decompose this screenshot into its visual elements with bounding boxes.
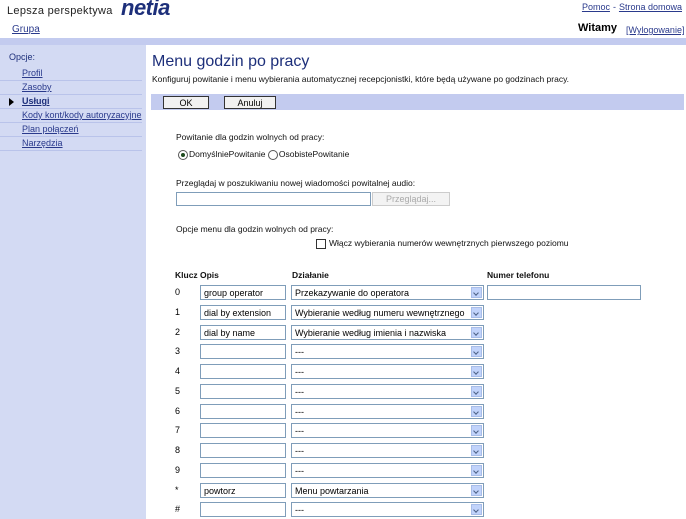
page-description: Konfiguruj powitanie i menu wybierania automatycznej recepcjonistki, które będą używane po godzinach pracy. (152, 74, 570, 84)
action-select[interactable] (291, 483, 484, 498)
action-select[interactable] (291, 423, 484, 438)
action-select[interactable] (291, 404, 484, 419)
chevron-down-icon[interactable] (471, 406, 482, 417)
chevron-down-icon[interactable] (471, 287, 482, 298)
description-input[interactable] (200, 463, 286, 478)
row-key: 6 (175, 406, 181, 416)
action-select-value: --- (295, 407, 304, 417)
chevron-down-icon[interactable] (471, 425, 482, 436)
description-input[interactable] (200, 443, 286, 458)
action-select-value: --- (295, 505, 304, 515)
sidebar-item-label[interactable]: Zasoby (22, 82, 52, 92)
greeting-label: Powitanie dla godzin wolnych od pracy: (176, 132, 325, 142)
sidebar-item[interactable] (0, 95, 142, 109)
column-header-key: Klucz (175, 270, 198, 280)
chevron-down-icon[interactable] (471, 327, 482, 338)
first-level-extension-option (316, 238, 569, 249)
chevron-down-icon[interactable] (471, 504, 482, 515)
chevron-down-icon[interactable] (471, 485, 482, 496)
description-input[interactable]: group operator (200, 285, 286, 300)
action-select-value: --- (295, 347, 304, 357)
active-bullet-icon (9, 98, 14, 106)
row-key: 2 (175, 327, 181, 337)
action-select-value: --- (295, 446, 304, 456)
column-header-phone: Numer telefonu (487, 270, 550, 280)
description-input[interactable] (200, 384, 286, 399)
help-link[interactable]: Pomoc (581, 2, 610, 12)
sidebar-item-label[interactable]: Kody kont/kody autoryzacyjne (22, 110, 142, 120)
home-link[interactable]: Strona domowa (618, 2, 682, 12)
menu-options-label: Opcje menu dla godzin wolnych od pracy: (176, 224, 334, 234)
column-header-action: Działanie (292, 270, 329, 280)
action-select[interactable] (291, 502, 484, 517)
chevron-down-icon[interactable] (471, 366, 482, 377)
sidebar-item-label[interactable]: Narzędzia (22, 138, 63, 148)
row-key: * (175, 485, 179, 495)
description-input[interactable] (200, 404, 286, 419)
description-input[interactable] (200, 364, 286, 379)
action-select-value: Wybieranie według numeru wewnętrznego (295, 308, 465, 318)
description-input[interactable]: powtorz (200, 483, 286, 498)
group-link[interactable]: Grupa (12, 24, 40, 35)
greeting-options (178, 149, 349, 160)
action-select-value: --- (295, 426, 304, 436)
description-input[interactable] (200, 423, 286, 438)
personal-greeting-radio[interactable] (268, 150, 278, 160)
action-select[interactable] (291, 325, 484, 340)
sidebar-item[interactable] (0, 67, 142, 81)
logout-link[interactable]: [Wylogowanie] (626, 25, 685, 35)
sidebar-item[interactable] (0, 109, 142, 123)
row-key: 9 (175, 465, 181, 475)
description-input[interactable] (200, 344, 286, 359)
row-key: 8 (175, 445, 181, 455)
browse-button[interactable]: Przeglądaj... (372, 192, 450, 206)
cancel-button[interactable]: Anuluj (224, 96, 276, 109)
sub-bar (0, 22, 686, 39)
row-key: # (175, 504, 181, 514)
description-input[interactable] (200, 502, 286, 517)
first-level-extension-checkbox[interactable] (316, 239, 326, 249)
top-links (582, 2, 682, 12)
action-select-value: --- (295, 387, 304, 397)
page-title: Menu godzin po pracy (152, 53, 310, 70)
action-select-value: --- (295, 367, 304, 377)
row-key: 3 (175, 346, 181, 356)
description-input[interactable]: dial by name (200, 325, 286, 340)
row-key: 5 (175, 386, 181, 396)
chevron-down-icon[interactable] (471, 445, 482, 456)
audio-file-input[interactable] (176, 192, 371, 206)
header-divider (0, 38, 686, 45)
brand-tagline: Lepsza perspektywa (7, 5, 113, 17)
personal-greeting-label: OsobistePowitanie (278, 149, 350, 159)
first-level-extension-label: Włącz wybierania numerów wewnętrznych pierwszego poziomu (329, 238, 569, 248)
action-select-value: Przekazywanie do operatora (295, 288, 410, 298)
row-key: 4 (175, 366, 181, 376)
action-select[interactable] (291, 344, 484, 359)
sidebar-item-label[interactable]: Plan połączeń (22, 124, 79, 134)
browse-label: Przeglądaj w poszukiwaniu nowej wiadomości powitalnej audio: (176, 178, 416, 188)
column-header-description: Opis (200, 270, 219, 280)
action-select-value: Menu powtarzania (295, 486, 369, 496)
chevron-down-icon[interactable] (471, 346, 482, 357)
action-bar (151, 94, 684, 110)
phone-number-input[interactable] (487, 285, 641, 300)
action-select[interactable] (291, 463, 484, 478)
sidebar-item-label[interactable]: Profil (22, 68, 43, 78)
action-select-value: --- (295, 466, 304, 476)
default-greeting-radio[interactable] (178, 150, 188, 160)
default-greeting-label: DomyślniePowitanie (189, 149, 266, 159)
row-key: 0 (175, 287, 181, 297)
action-select[interactable] (291, 305, 484, 320)
sidebar-item-label[interactable]: Usługi (22, 96, 50, 106)
chevron-down-icon[interactable] (471, 307, 482, 318)
netia-logo: netia (121, 0, 170, 20)
link-separator: - (612, 2, 616, 12)
ok-button[interactable]: OK (163, 96, 209, 109)
sidebar (0, 45, 146, 519)
action-select[interactable] (291, 384, 484, 399)
top-bar (0, 0, 686, 22)
row-key: 7 (175, 425, 181, 435)
sidebar-heading: Opcje: (9, 52, 36, 62)
chevron-down-icon[interactable] (471, 465, 482, 476)
sidebar-item[interactable] (0, 137, 142, 151)
welcome-text: Witamy (578, 22, 618, 34)
sidebar-item[interactable] (0, 81, 142, 95)
action-select[interactable] (291, 364, 484, 379)
action-select[interactable] (291, 285, 484, 300)
chevron-down-icon[interactable] (471, 386, 482, 397)
sidebar-item[interactable] (0, 123, 142, 137)
action-select[interactable] (291, 443, 484, 458)
row-key: 1 (175, 307, 181, 317)
description-input[interactable]: dial by extension (200, 305, 286, 320)
action-select-value: Wybieranie według imienia i nazwiska (295, 328, 446, 338)
